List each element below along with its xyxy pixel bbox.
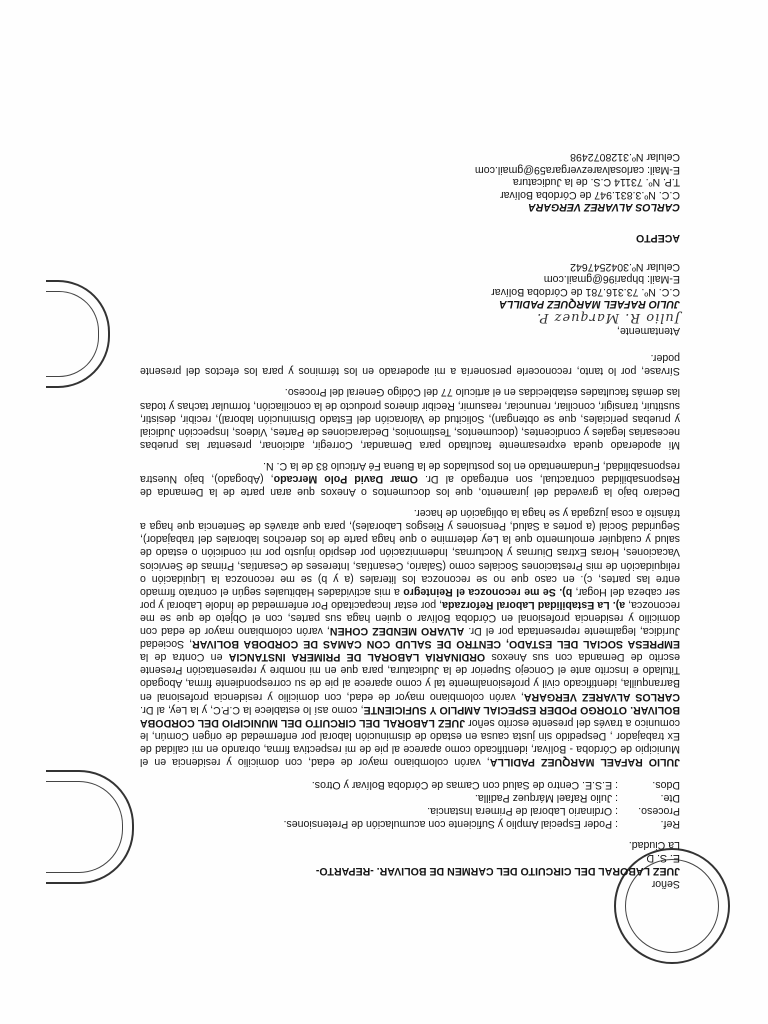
attorney-name: CARLOS ALVAREZ VERGARA bbox=[528, 201, 680, 214]
reference-row bbox=[140, 778, 680, 791]
reference-row bbox=[140, 791, 680, 804]
signature-block-grantor bbox=[140, 260, 680, 337]
attorney-phone: Celular Nº.3128072498 bbox=[570, 151, 680, 164]
body-paragraph-4: Sírvase, por lo tanto, reconocerle personería a mi apoderado en los términos y para los efectos del presente poder. bbox=[140, 352, 680, 378]
signature-block-attorney bbox=[140, 151, 680, 214]
reference-value: : Poder Especial Amplio y Suficiente con acumulación de Pretensiones. bbox=[283, 818, 618, 830]
addressee: JUEZ LABORAL DEL CIRCUITO DEL CARMEN DE BOLIVAR. -REPARTO- bbox=[315, 865, 680, 877]
signer-phone: Celular Nº.3042547642 bbox=[570, 260, 680, 273]
salutation: Señor bbox=[651, 878, 680, 890]
city: La Ciudad. bbox=[628, 839, 680, 851]
closing: Atentamente, bbox=[616, 325, 680, 338]
reference-key: Dte. bbox=[660, 792, 680, 804]
reference-row bbox=[140, 817, 680, 830]
notary-stamp-top-left bbox=[46, 280, 110, 388]
signer-email: E-Mail: bhpari96@gmail.com bbox=[543, 273, 680, 286]
reference-value: : Ordinario Laboral de Primera Instancia. bbox=[427, 805, 618, 817]
attorney-email: E-Mail: carlosalvarezvergara59@gmail.com bbox=[474, 163, 680, 176]
reference-value: : E.S.E. Centro de Salud con Camas de Córdoba Bolívar y Otros. bbox=[311, 779, 618, 791]
attorney-id: C.C. Nº.3.831.947 de Córdoba Bolívar bbox=[500, 188, 680, 201]
reference-key: Ddos. bbox=[652, 779, 680, 791]
body-paragraph-3: Mi apoderado queda expresamente facultado para Demandar, Corregir, adicionar, presentar las pruebas necesarias legales y condicentes, (documentos, Testimonios, Declaraciones de Partes, Videos, Inspección Judicial y pruebas periciales, que se obtengan), Solicitud de Valoración del Estado Disminución laboral), recibir, desistir, sustituir, transigir, conciliar, renunciar, reasumir, Recibir dineros producto de la conciliación, formular tachas y todas las demás facultades establecidas en el articulo 77 del Código General del Proceso. bbox=[140, 386, 680, 451]
signer-id: C.C. Nº. 73.316.781 de Córdoba Bolívar bbox=[491, 285, 680, 298]
reference-key: Ref. bbox=[660, 818, 680, 830]
handwritten-signature: Julio R. Marquez P. bbox=[536, 309, 680, 325]
attorney-professional-card: T.P. Nº. 73114 C.S. de la Judicatura bbox=[512, 176, 680, 189]
letter-header bbox=[140, 838, 680, 890]
reference-block bbox=[140, 778, 680, 830]
power-of-attorney-document bbox=[140, 40, 680, 890]
reference-key: Proceso. bbox=[638, 805, 680, 817]
esd-abbreviation: E. S. D. bbox=[643, 852, 680, 864]
body-paragraph-2: Declaro bajo la gravedad del juramento, que los documentos o Anexos que aran parte de la Demanda de Responsabilidad contractual, son entregado al Dr. Omar David Polo Mercado, (Abogado), bajo Nuestra responsabilidad, Fundamentado en los postulados de la Buena Fé Articulo 83 de la C. N. bbox=[139, 459, 680, 499]
notary-stamp-middle-left bbox=[46, 770, 134, 884]
body-paragraph-1: JULIO RAFAEL MARQUEZ PADILLA, varón colombiano mayor de edad, con domicilio y residencia en el Municipio de Córdoba - Bolívar, identificado como aparece al pie de mi respectiva firma, obrando en mi calidad de Ex trabajador , Despedido sin justa causa en estado de disminución laboral por enfermedad de origen Común, le comunico a través del presente escrito señor JUEZ LABORAL DEL CIRCUITO DEL MUNICIPIO DEL CORDOBA BOLIVAR. OTORGO PODER ESPECIAL AMPLIO Y SUFICIENTE, como así lo establece la C.P.C, y la Ley, al Dr. CARLOS ALVAREZ VERGARA, varón colombiano mayor de edad, con domicilio y residencia profesional en Barranquilla, identificado civil y profesionalmente tal y como aparece al pie de su correspondiente firma, Abogado Titulado e Inscrito ante el Concejo Superior de la Judicatura, para que en mi nombre y representación Presente escrito de Demanda con sus Anexos ORDINARIA LABORAL DE PRIMERA INSTANCIA en Contra de la EMPRESA SOCIAL DEL ESTADO, CENTRO DE SALUD CON CAMAS DE CORDOBA BOLIVAR, Sociedad Jurídica, legalmente representada por el Dr. ALVARO MENDEZ COHEN, varón colombiano mayor de edad con domicilio y residencia profesional en Córdoba Bolívar o quien haga sus partes, con el Objeto de que se me reconozca, a). La Estabilidad Laboral Reforzada, por estar Incapacitado Por enfermedad de Índole Laboral y por ser cabeza del Hogar, b). Se me reconozca el Reintegro a mis actividades Habituales según el contrato firmado entre las partes, c). en caso que no se reconozca los literales (a y b) se me reconozca la Liquidación o reliquidación de mis Prestaciones Sociales como (Salario, Cesantías, Intereses de Cesantías, Primas de Servicios Vacaciones, Horas Extras Diurnas y Nocturnas, Indemnización por despido injusto por mi condición o estado de salud y cualquier emolumento que la Ley determine o que haga parte de los derechos laborales del trabajador), Seguridad Social (a portes a Salud, Pensiones y Riesgos Laborales), para que através de Sentencia que haga a tránsito a cosa juzgada y se haga la obligación de hacer. bbox=[139, 507, 680, 768]
reference-value: : Julio Rafael Márquez Padilla. bbox=[474, 792, 618, 804]
accept-label: ACEPTO bbox=[636, 232, 680, 245]
signer-name: JULIO RAFAEL MARQUEZ PADILLA bbox=[499, 298, 680, 311]
reference-row bbox=[140, 804, 680, 817]
